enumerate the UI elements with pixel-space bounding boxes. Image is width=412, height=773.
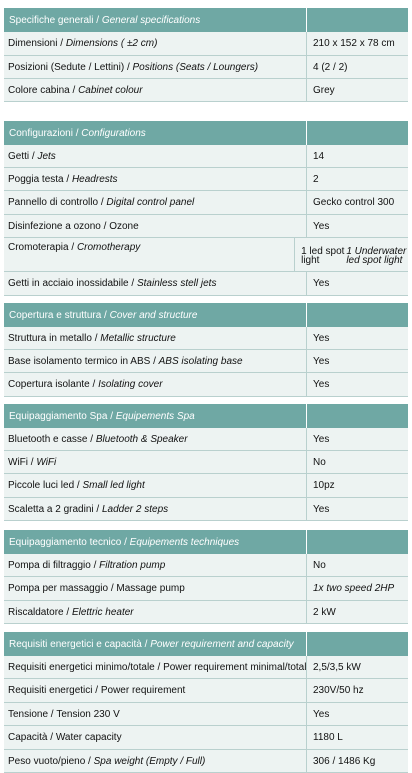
- label-en: Bluetooth & Speaker: [95, 433, 188, 445]
- spec-value: 2: [313, 173, 319, 185]
- spec-row: [4, 32, 408, 56]
- spec-value: 1 led spot light: [301, 246, 345, 266]
- spec-value: 210 x 152 x 78 cm: [313, 38, 395, 49]
- label-it: Pannello di controllo: [8, 197, 99, 208]
- label-separator: /: [150, 355, 159, 367]
- spec-row: [4, 79, 408, 102]
- spec-row: [4, 215, 408, 238]
- spec-value: 2 kW: [313, 606, 336, 618]
- label-it: Struttura in metallo: [8, 332, 92, 344]
- label-separator: /: [69, 84, 79, 96]
- spec-row: [4, 145, 408, 168]
- header-separator: /: [72, 127, 82, 139]
- header-label-it: Requisiti energetici e capacità: [9, 638, 142, 650]
- header-separator: /: [121, 536, 130, 548]
- spec-value: Grey: [313, 84, 335, 96]
- section-header: [4, 8, 408, 32]
- header-label-en: General specifications: [101, 14, 201, 26]
- section-header: [4, 121, 408, 145]
- label-separator: /: [28, 456, 37, 468]
- label-en: Power requirement: [100, 685, 186, 696]
- label-separator: /: [100, 220, 110, 232]
- label-it: Scaletta a 2 gradini: [8, 503, 94, 515]
- label-separator: /: [87, 433, 96, 445]
- label-en: Stainless stell jets: [136, 278, 217, 289]
- header-label-it: Specifiche generali: [9, 14, 94, 26]
- spec-row: [4, 726, 408, 750]
- label-en: Jets: [37, 150, 56, 162]
- section-header: [4, 632, 408, 656]
- label-separator: /: [29, 150, 38, 162]
- label-separator: /: [92, 685, 101, 696]
- label-it: Requisiti energetici minimo/totale: [8, 661, 155, 673]
- label-separator: /: [128, 278, 137, 289]
- label-separator: /: [48, 708, 57, 720]
- spec-value-secondary: 1 Underwater led spot light: [346, 246, 407, 266]
- spec-value: Yes: [313, 433, 330, 445]
- label-it: Getti: [8, 150, 30, 162]
- spec-row: [4, 554, 408, 577]
- label-en: ABS isolating base: [158, 355, 243, 367]
- section-equipements-spa: [4, 404, 408, 521]
- label-separator: /: [68, 242, 77, 253]
- label-separator: /: [90, 559, 100, 571]
- label-it: Cromoterapia: [8, 242, 69, 253]
- label-it: Copertura isolante: [8, 379, 90, 390]
- spec-row: [4, 679, 408, 703]
- label-en: Spa weight (Empty / Full): [93, 755, 206, 767]
- section-header: [4, 530, 408, 554]
- label-it: Tensione: [8, 708, 49, 720]
- label-it: Base isolamento termico in ABS: [8, 355, 151, 367]
- label-en: Dimensions ( ±2 cm): [65, 38, 158, 49]
- section-general-specifications: [4, 8, 408, 102]
- header-label-it: Copertura e struttura: [9, 309, 102, 321]
- label-separator: /: [74, 480, 83, 491]
- spec-row: [4, 56, 408, 79]
- header-separator: /: [93, 14, 102, 26]
- label-it: Pompa di filtraggio: [8, 559, 91, 571]
- label-en: Ozone: [109, 220, 139, 232]
- header-separator: /: [141, 638, 151, 650]
- spec-value: Yes: [313, 355, 330, 367]
- label-en: Digital control panel: [106, 197, 195, 208]
- label-separator: /: [91, 332, 101, 344]
- header-label-en: Cover and structure: [109, 309, 198, 321]
- header-label-it: Equipaggiamento tecnico: [9, 536, 122, 548]
- spec-row: [4, 168, 408, 191]
- label-it: Bluetooth e casse: [8, 433, 88, 445]
- spec-value: 14: [313, 150, 325, 162]
- label-it: Dimensioni: [8, 38, 58, 49]
- spec-value: Gecko control 300: [313, 197, 395, 208]
- label-separator: /: [63, 606, 72, 618]
- spec-value: 1x two speed 2HP: [313, 583, 395, 594]
- spec-row: [4, 350, 408, 373]
- label-en: Headrests: [71, 173, 118, 185]
- spec-row: [4, 327, 408, 350]
- header-label-en: Configurations: [81, 127, 146, 139]
- label-it: Requisiti energetici: [8, 685, 93, 696]
- spec-value: 2,5/3,5 kW: [313, 661, 361, 673]
- spec-row: [4, 474, 408, 498]
- spec-value: 306 / 1486 Kg: [313, 755, 376, 767]
- label-en: WiFi: [36, 456, 57, 468]
- section-equipements-techniques: [4, 530, 408, 624]
- spec-row: [4, 656, 408, 679]
- spec-value: No: [313, 456, 326, 468]
- label-en: Positions (Seats / Loungers): [132, 61, 259, 73]
- header-separator: /: [107, 410, 116, 422]
- spec-value: Yes: [313, 379, 330, 390]
- spec-value: 230V/50 hz: [313, 685, 364, 696]
- label-en: Cabinet colour: [78, 84, 143, 96]
- section-header: [4, 404, 408, 428]
- label-separator: /: [47, 732, 56, 743]
- header-label-it: Equipaggiamento Spa: [9, 410, 108, 422]
- label-en: Filtration pump: [99, 559, 166, 571]
- label-it: Piccole luci led: [8, 480, 75, 491]
- label-it: WiFi: [8, 456, 28, 468]
- label-it: Capacità: [8, 732, 48, 743]
- spec-value: 1180 L: [313, 732, 343, 743]
- label-it: Riscaldatore: [8, 606, 64, 618]
- label-it: Disinfezione a ozono: [8, 220, 101, 232]
- label-en: Elettric heater: [71, 606, 134, 618]
- label-en: Small led light: [82, 480, 145, 491]
- label-en: Tension 230 V: [56, 708, 120, 720]
- header-separator: /: [101, 309, 110, 321]
- spec-value: 4 (2 / 2): [313, 61, 348, 73]
- label-separator: /: [89, 379, 99, 390]
- label-separator: /: [63, 173, 72, 185]
- label-it: Poggia testa: [8, 173, 64, 185]
- spec-row: [4, 272, 408, 296]
- label-separator: /: [154, 661, 164, 673]
- label-it: Getti in acciaio inossidabile: [8, 278, 129, 289]
- section-power-capacity: [4, 632, 408, 773]
- header-label-en: Equipements techniques: [129, 536, 240, 548]
- header-label-it: Configurazioni: [9, 127, 73, 139]
- label-separator: /: [108, 583, 117, 594]
- spec-row: [4, 191, 408, 215]
- spec-row: [4, 750, 408, 773]
- header-label-en: Power requirement and capacity: [150, 638, 294, 650]
- spec-row: [4, 703, 408, 726]
- label-it: Posizioni (Sedute / Lettini): [8, 61, 125, 73]
- label-separator: /: [57, 38, 66, 49]
- spec-value: Yes: [313, 332, 330, 344]
- spec-value: 10pz: [313, 480, 335, 491]
- label-en: Metallic structure: [100, 332, 176, 344]
- label-en: Massage pump: [116, 583, 185, 594]
- label-it: Peso vuoto/pieno: [8, 755, 86, 767]
- spec-value: Yes: [313, 220, 330, 232]
- section-cover-structure: [4, 303, 408, 397]
- label-separator: /: [93, 503, 102, 515]
- spec-value: Yes: [313, 278, 330, 289]
- label-separator: /: [124, 61, 133, 73]
- label-en: Isolating cover: [98, 379, 163, 390]
- spec-row: [4, 577, 408, 601]
- section-header: [4, 303, 408, 327]
- label-en: Water capacity: [55, 732, 122, 743]
- spec-row: [4, 498, 408, 521]
- label-it: Colore cabina: [8, 84, 70, 96]
- label-en: Cromotherapy: [76, 242, 141, 253]
- label-separator: /: [85, 755, 94, 767]
- section-configurations: [4, 121, 408, 296]
- label-en: Power requirement minimal/total: [163, 661, 307, 673]
- spec-row: [4, 601, 408, 624]
- label-en: Ladder 2 steps: [101, 503, 169, 515]
- spec-row: [4, 428, 408, 451]
- spec-value: Yes: [313, 503, 330, 515]
- label-it: Pompa per massaggio: [8, 583, 109, 594]
- spec-value: Yes: [313, 708, 330, 720]
- header-label-en: Equipements Spa: [115, 410, 195, 422]
- label-separator: /: [98, 197, 107, 208]
- spec-row: [4, 238, 408, 272]
- spec-value: No: [313, 559, 326, 571]
- spec-row: [4, 373, 408, 397]
- spec-row: [4, 451, 408, 474]
